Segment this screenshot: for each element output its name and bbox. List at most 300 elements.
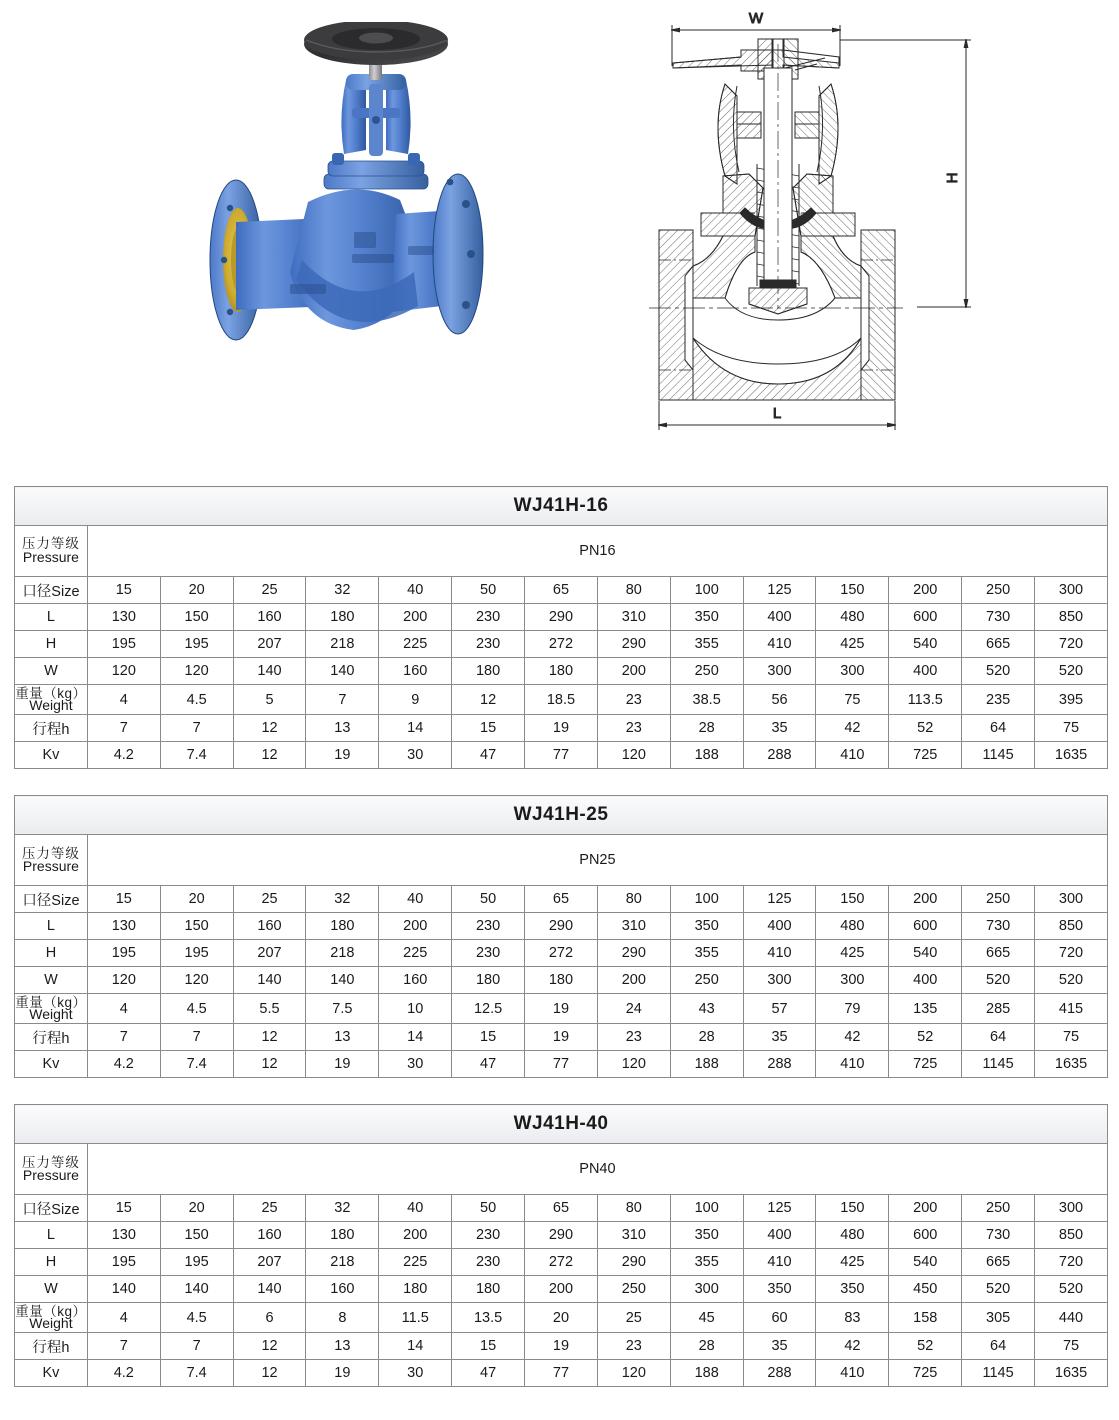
cell: 18.5 (525, 685, 598, 715)
cell: 410 (816, 742, 889, 769)
cell: 480 (816, 604, 889, 631)
table-row-weight (15, 685, 1108, 715)
left-flange-section (659, 230, 693, 400)
cell: 15 (452, 715, 525, 742)
cell: 300 (1035, 1195, 1108, 1222)
cell: 160 (233, 604, 306, 631)
cell: 200 (889, 577, 962, 604)
cell: 65 (525, 577, 598, 604)
pressure-label-cn: 压力等级 (21, 845, 80, 861)
cell: 665 (962, 1249, 1035, 1276)
cell: 290 (597, 1249, 670, 1276)
cell: 160 (233, 1222, 306, 1249)
table-row-w (15, 1276, 1108, 1303)
cell: 290 (525, 913, 598, 940)
cell: 520 (1035, 967, 1108, 994)
table-row-size (15, 886, 1108, 913)
cell: 23 (597, 715, 670, 742)
cell: 20 (160, 1195, 233, 1222)
cell: 4.2 (87, 1051, 160, 1078)
cell: 7 (87, 715, 160, 742)
row-label-en: Weight (29, 696, 73, 713)
cell: 47 (452, 1051, 525, 1078)
row-label: L (15, 604, 88, 631)
cell: 180 (452, 967, 525, 994)
cell: 75 (1035, 715, 1108, 742)
cell: 200 (597, 967, 670, 994)
cell: 7.5 (306, 994, 379, 1024)
row-label: Kv (15, 1360, 88, 1387)
cell: 120 (597, 1051, 670, 1078)
cell: 200 (379, 604, 452, 631)
cell: 20 (525, 1303, 598, 1333)
cell: 300 (670, 1276, 743, 1303)
cell: 35 (743, 715, 816, 742)
cell: 4 (87, 994, 160, 1024)
cell: 30 (379, 1360, 452, 1387)
cell: 200 (889, 886, 962, 913)
cell: 79 (816, 994, 889, 1024)
cell: 7.4 (160, 1051, 233, 1078)
cell: 4.5 (160, 1303, 233, 1333)
disc (749, 288, 807, 314)
row-label: 口径Size (15, 577, 88, 604)
cell: 850 (1035, 604, 1108, 631)
cell: 180 (306, 913, 379, 940)
cell: 250 (962, 886, 1035, 913)
table-row-stroke (15, 715, 1108, 742)
cell: 150 (160, 913, 233, 940)
pressure-value: PN40 (87, 1144, 1107, 1195)
cell: 188 (670, 742, 743, 769)
cell: 300 (743, 967, 816, 994)
table-row-kv (15, 1360, 1108, 1387)
table-row-stroke (15, 1333, 1108, 1360)
pressure-row (15, 526, 1108, 577)
cell: 230 (452, 940, 525, 967)
cell: 80 (597, 886, 670, 913)
cell: 32 (306, 886, 379, 913)
table-title-row (15, 487, 1108, 526)
pressure-value: PN16 (87, 526, 1107, 577)
cell: 125 (743, 1195, 816, 1222)
cell: 15 (452, 1333, 525, 1360)
cell: 850 (1035, 1222, 1108, 1249)
pressure-label (15, 835, 88, 886)
table-row-kv (15, 1051, 1108, 1078)
cell: 7.4 (160, 1360, 233, 1387)
spec-table-wj41h-16 (14, 486, 1108, 769)
cell: 40 (379, 886, 452, 913)
cell: 40 (379, 1195, 452, 1222)
cell: 75 (1035, 1333, 1108, 1360)
table-row-weight (15, 1303, 1108, 1333)
row-label: W (15, 658, 88, 685)
cell: 130 (87, 1222, 160, 1249)
cell: 310 (597, 913, 670, 940)
cell: 25 (233, 1195, 306, 1222)
cell: 1635 (1035, 1051, 1108, 1078)
pressure-label-en: Pressure (22, 549, 79, 566)
cell: 1145 (962, 1360, 1035, 1387)
table-row-w (15, 967, 1108, 994)
cell: 10 (379, 994, 452, 1024)
cell: 400 (743, 1222, 816, 1249)
row-label: 行程h (15, 1333, 88, 1360)
cell: 540 (889, 1249, 962, 1276)
cell: 540 (889, 631, 962, 658)
cell: 150 (816, 886, 889, 913)
cell: 140 (233, 1276, 306, 1303)
spec-table-wj41h-25 (14, 795, 1108, 1078)
stem (760, 44, 796, 308)
cell: 25 (597, 1303, 670, 1333)
table-row-w (15, 658, 1108, 685)
cell: 235 (962, 685, 1035, 715)
cell: 12 (233, 1333, 306, 1360)
table-row-l (15, 1222, 1108, 1249)
cell: 480 (816, 1222, 889, 1249)
cell: 218 (306, 1249, 379, 1276)
cell: 11.5 (379, 1303, 452, 1333)
cell: 19 (306, 1360, 379, 1387)
cell: 250 (597, 1276, 670, 1303)
cell: 400 (889, 967, 962, 994)
cell: 140 (306, 967, 379, 994)
cell: 520 (1035, 658, 1108, 685)
cell: 225 (379, 1249, 452, 1276)
cell: 180 (525, 658, 598, 685)
cell: 230 (452, 604, 525, 631)
cell: 180 (306, 604, 379, 631)
row-label-en: Weight (29, 1005, 73, 1022)
cell: 120 (160, 967, 233, 994)
cell: 7.4 (160, 742, 233, 769)
cell: 285 (962, 994, 1035, 1024)
cell: 440 (1035, 1303, 1108, 1333)
cell: 28 (670, 715, 743, 742)
cell: 195 (160, 1249, 233, 1276)
cell: 225 (379, 940, 452, 967)
spec-table-wj41h-40 (14, 1104, 1108, 1387)
cell: 77 (525, 1051, 598, 1078)
cell: 50 (452, 1195, 525, 1222)
cell: 400 (743, 913, 816, 940)
cell: 425 (816, 631, 889, 658)
cell: 4.2 (87, 1360, 160, 1387)
cell: 160 (379, 658, 452, 685)
table-row-size (15, 1195, 1108, 1222)
cell: 100 (670, 577, 743, 604)
cell: 25 (233, 886, 306, 913)
cell: 12 (233, 715, 306, 742)
cell: 158 (889, 1303, 962, 1333)
cell: 30 (379, 742, 452, 769)
specification-tables (14, 486, 1108, 1413)
cell: 6 (233, 1303, 306, 1333)
table-row-size (15, 577, 1108, 604)
row-label: H (15, 631, 88, 658)
cell: 43 (670, 994, 743, 1024)
cell: 12 (233, 1024, 306, 1051)
cell: 410 (743, 631, 816, 658)
cell: 19 (525, 715, 598, 742)
handwheel-section (673, 39, 839, 71)
cell: 7 (160, 1333, 233, 1360)
cell: 12 (233, 1360, 306, 1387)
cell: 230 (452, 1222, 525, 1249)
dim-label-h: H (944, 172, 961, 184)
cell: 195 (87, 940, 160, 967)
cell: 150 (160, 1222, 233, 1249)
cell: 45 (670, 1303, 743, 1333)
cell: 720 (1035, 631, 1108, 658)
cell: 410 (743, 1249, 816, 1276)
row-label: W (15, 967, 88, 994)
cell: 310 (597, 1222, 670, 1249)
cell: 288 (743, 742, 816, 769)
cell: 13 (306, 1024, 379, 1051)
cell: 135 (889, 994, 962, 1024)
cell: 180 (379, 1276, 452, 1303)
cell: 83 (816, 1303, 889, 1333)
cell: 350 (670, 1222, 743, 1249)
cell: 350 (670, 913, 743, 940)
cell: 12 (233, 1051, 306, 1078)
cell: 150 (816, 577, 889, 604)
cell: 400 (889, 658, 962, 685)
cell: 9 (379, 685, 452, 715)
cell: 60 (743, 1303, 816, 1333)
row-label (15, 685, 88, 715)
cell: 300 (743, 658, 816, 685)
table-title: WJ41H-16 (15, 487, 1108, 526)
row-label: 行程h (15, 715, 88, 742)
figures-area (0, 0, 1119, 468)
cell: 64 (962, 715, 1035, 742)
cell: 288 (743, 1360, 816, 1387)
cell: 19 (525, 1333, 598, 1360)
row-label-en: Weight (29, 1314, 73, 1331)
cell: 113.5 (889, 685, 962, 715)
cell: 1145 (962, 1051, 1035, 1078)
cell: 410 (816, 1051, 889, 1078)
pressure-label-en: Pressure (22, 858, 79, 875)
cell: 5.5 (233, 994, 306, 1024)
right-flange-section (861, 230, 895, 400)
cell: 120 (87, 967, 160, 994)
row-label: H (15, 1249, 88, 1276)
cell: 415 (1035, 994, 1108, 1024)
cell: 218 (306, 631, 379, 658)
cell: 290 (597, 940, 670, 967)
table-row-h (15, 1249, 1108, 1276)
cell: 42 (816, 1333, 889, 1360)
cell: 52 (889, 715, 962, 742)
valve-photo (186, 22, 510, 414)
cell: 250 (670, 967, 743, 994)
table-title-row (15, 1105, 1108, 1144)
cell: 5 (233, 685, 306, 715)
cell: 730 (962, 913, 1035, 940)
row-label: 口径Size (15, 1195, 88, 1222)
cell: 35 (743, 1024, 816, 1051)
cell: 23 (597, 685, 670, 715)
cell: 207 (233, 1249, 306, 1276)
cell: 180 (452, 1276, 525, 1303)
handwheel (304, 22, 448, 65)
cell: 665 (962, 631, 1035, 658)
pressure-label (15, 1144, 88, 1195)
cell: 160 (306, 1276, 379, 1303)
row-label-cn: 重量（kg） (15, 1304, 87, 1320)
cell: 100 (670, 1195, 743, 1222)
cell: 56 (743, 685, 816, 715)
cell: 7 (306, 685, 379, 715)
cell: 64 (962, 1333, 1035, 1360)
cell: 230 (452, 1249, 525, 1276)
cell: 600 (889, 913, 962, 940)
table-row-h (15, 940, 1108, 967)
row-label: H (15, 940, 88, 967)
table-title: WJ41H-25 (15, 796, 1108, 835)
cell: 12.5 (452, 994, 525, 1024)
row-label (15, 994, 88, 1024)
right-flange (433, 174, 483, 334)
row-label: Kv (15, 742, 88, 769)
cell: 12 (452, 685, 525, 715)
row-label: 口径Size (15, 886, 88, 913)
cell: 47 (452, 742, 525, 769)
cell: 38.5 (670, 685, 743, 715)
table-row-l (15, 604, 1108, 631)
cell: 120 (597, 1360, 670, 1387)
cell: 32 (306, 1195, 379, 1222)
row-label-cn: 重量（kg） (15, 686, 87, 701)
cell: 350 (743, 1276, 816, 1303)
cell: 480 (816, 913, 889, 940)
cell: 180 (306, 1222, 379, 1249)
cell: 80 (597, 577, 670, 604)
dimension-l (659, 401, 895, 430)
cell: 450 (889, 1276, 962, 1303)
cell: 160 (233, 913, 306, 940)
cell: 65 (525, 1195, 598, 1222)
cell: 225 (379, 631, 452, 658)
cell: 150 (160, 604, 233, 631)
cell: 520 (962, 967, 1035, 994)
table-row-weight (15, 994, 1108, 1024)
cell: 42 (816, 1024, 889, 1051)
cell: 288 (743, 1051, 816, 1078)
cell: 180 (525, 967, 598, 994)
cell: 140 (160, 1276, 233, 1303)
cell: 32 (306, 577, 379, 604)
cell: 75 (816, 685, 889, 715)
cell: 725 (889, 1051, 962, 1078)
cell: 28 (670, 1024, 743, 1051)
pressure-label-cn: 压力等级 (21, 536, 80, 552)
cell: 64 (962, 1024, 1035, 1051)
cell: 230 (452, 913, 525, 940)
cell: 350 (670, 604, 743, 631)
cell: 130 (87, 913, 160, 940)
cell: 14 (379, 715, 452, 742)
table-title: WJ41H-40 (15, 1105, 1108, 1144)
cell: 25 (233, 577, 306, 604)
cell: 35 (743, 1333, 816, 1360)
cell: 52 (889, 1333, 962, 1360)
cell: 250 (962, 1195, 1035, 1222)
row-label: W (15, 1276, 88, 1303)
cell: 310 (597, 604, 670, 631)
cell: 600 (889, 1222, 962, 1249)
cell: 300 (1035, 577, 1108, 604)
pressure-row (15, 835, 1108, 886)
cell: 40 (379, 577, 452, 604)
cell: 42 (816, 715, 889, 742)
cell: 140 (306, 658, 379, 685)
cell: 7 (160, 715, 233, 742)
cell: 195 (160, 631, 233, 658)
cell: 188 (670, 1360, 743, 1387)
cell: 47 (452, 1360, 525, 1387)
cell: 200 (379, 1222, 452, 1249)
cell: 23 (597, 1333, 670, 1360)
cell: 23 (597, 1024, 670, 1051)
cell: 200 (525, 1276, 598, 1303)
cell: 200 (889, 1195, 962, 1222)
cell: 290 (525, 1222, 598, 1249)
cell: 350 (816, 1276, 889, 1303)
cell: 395 (1035, 685, 1108, 715)
cell: 410 (743, 940, 816, 967)
cell: 7 (87, 1024, 160, 1051)
cell: 140 (233, 967, 306, 994)
cell: 4.5 (160, 994, 233, 1024)
cell: 200 (597, 658, 670, 685)
row-label: Kv (15, 1051, 88, 1078)
pressure-label (15, 526, 88, 577)
cell: 4.5 (160, 685, 233, 715)
cell: 12 (233, 742, 306, 769)
cell: 195 (87, 1249, 160, 1276)
cell: 52 (889, 1024, 962, 1051)
cell: 130 (87, 604, 160, 631)
cell: 195 (87, 631, 160, 658)
cell: 425 (816, 940, 889, 967)
cell: 305 (962, 1303, 1035, 1333)
cell: 520 (962, 658, 1035, 685)
cell: 14 (379, 1024, 452, 1051)
cell: 355 (670, 940, 743, 967)
cell: 57 (743, 994, 816, 1024)
pressure-value: PN25 (87, 835, 1107, 886)
cell: 15 (452, 1024, 525, 1051)
table-row-l (15, 913, 1108, 940)
table-title-row (15, 796, 1108, 835)
cell: 20 (160, 577, 233, 604)
table-row-kv (15, 742, 1108, 769)
cell: 125 (743, 577, 816, 604)
row-label (15, 1303, 88, 1333)
cell: 75 (1035, 1024, 1108, 1051)
cell: 50 (452, 577, 525, 604)
cell: 720 (1035, 940, 1108, 967)
cell: 1145 (962, 742, 1035, 769)
cell: 4 (87, 1303, 160, 1333)
cell: 720 (1035, 1249, 1108, 1276)
